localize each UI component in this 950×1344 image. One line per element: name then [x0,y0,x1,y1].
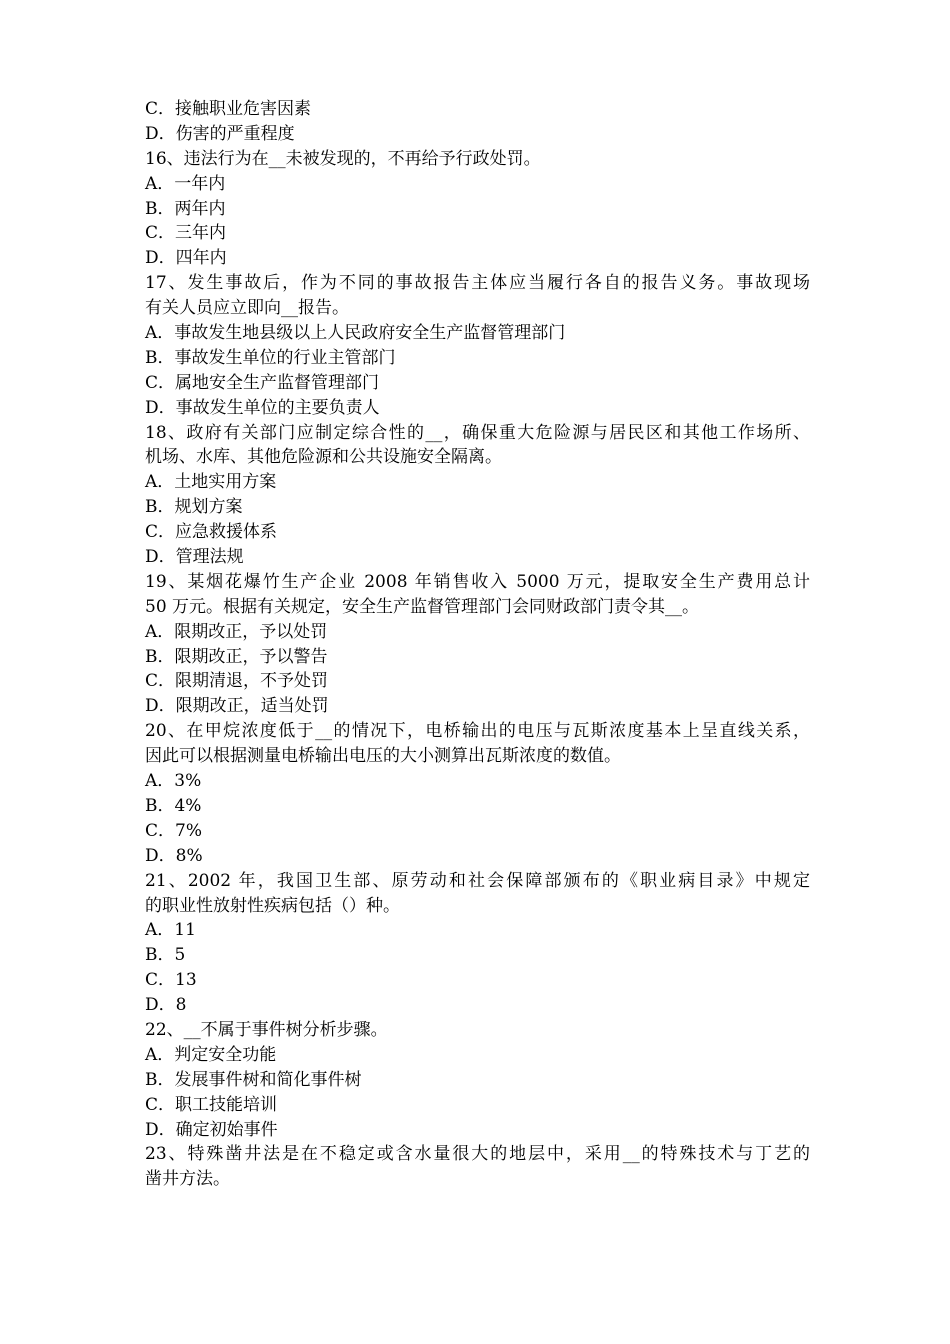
text-line: B．发展事件树和简化事件树 [145,1069,362,1090]
text-line: D．限期改正，适当处罚 [145,696,329,717]
text-line: 有关人员应立即向__报告。 [145,298,349,319]
text-line: 机场、水库、其他危险源和公共设施安全隔离。 [145,447,502,468]
text-line: A．一年内 [145,173,226,194]
text-line: A．土地实用方案 [145,472,277,493]
text-line: 16、违法行为在__未被发现的，不再给予行政处罚。 [145,148,541,169]
text-line: A．判定安全功能 [145,1044,277,1065]
text-line: 18、政府有关部门应制定综合性的__，确保重大危险源与居民区和其他工作场所、 [145,422,810,443]
document-page [145,97,810,1192]
text-line: 凿井方法。 [145,1169,230,1190]
text-line: C．属地安全生产监督管理部门 [145,372,380,393]
text-line: B．规划方案 [145,497,243,518]
text-line: C．7% [145,820,202,841]
text-line: D．管理法规 [145,547,244,568]
text-line: C．职工技能培训 [145,1094,278,1115]
text-line: 20、在甲烷浓度低于__的情况下，电桥输出的电压与瓦斯浓度基本上呈直线关系， [145,721,810,742]
text-line: 21、2002 年，我国卫生部、原劳动和社会保障部颁布的《职业病目录》中规定 [145,870,810,891]
text-line: 的职业性放射性疾病包括（）种。 [145,895,400,916]
text-line: B．事故发生单位的行业主管部门 [145,347,396,368]
text-line: B．两年内 [145,198,226,219]
text-line: C．应急救援体系 [145,522,278,543]
text-line: B．限期改正，予以警告 [145,646,328,667]
text-line: B．4% [145,795,202,816]
text-line: 19、某烟花爆竹生产企业 2008 年销售收入 5000 万元，提取安全生产费用总计 [145,571,810,592]
text-line: A．11 [145,920,196,941]
text-line: 22、__不属于事件树分析步骤。 [145,1019,388,1040]
text-line: 17、发生事故后，作为不同的事故报告主体应当履行各自的报告义务。事故现场 [145,273,810,294]
text-line: A．限期改正，予以处罚 [145,621,328,642]
text-line: D．伤害的严重程度 [145,123,295,144]
text-line: 因此可以根据测量电桥输出电压的大小测算出瓦斯浓度的数值。 [145,746,621,767]
text-line: D．8% [145,845,203,866]
text-line: 23、特殊凿井法是在不稳定或含水量很大的地层中，采用__的特殊技术与丁艺的 [145,1144,810,1165]
text-line: D．确定初始事件 [145,1119,278,1140]
text-line: C．13 [145,970,197,991]
text-line: A．事故发生地县级以上人民政府安全生产监督管理部门 [145,323,566,344]
text-line: C．三年内 [145,223,227,244]
text-line: B．5 [145,945,186,966]
text-line: D．四年内 [145,248,227,269]
text-line: 50 万元。根据有关规定，安全生产监督管理部门会同财政部门责令其__。 [145,596,700,617]
text-line: D．事故发生单位的主要负责人 [145,397,380,418]
text-line: C．接触职业危害因素 [145,99,312,119]
text-line: D．8 [145,995,187,1016]
text-line: C．限期清退，不予处罚 [145,671,329,692]
text-line: A．3% [145,771,202,792]
